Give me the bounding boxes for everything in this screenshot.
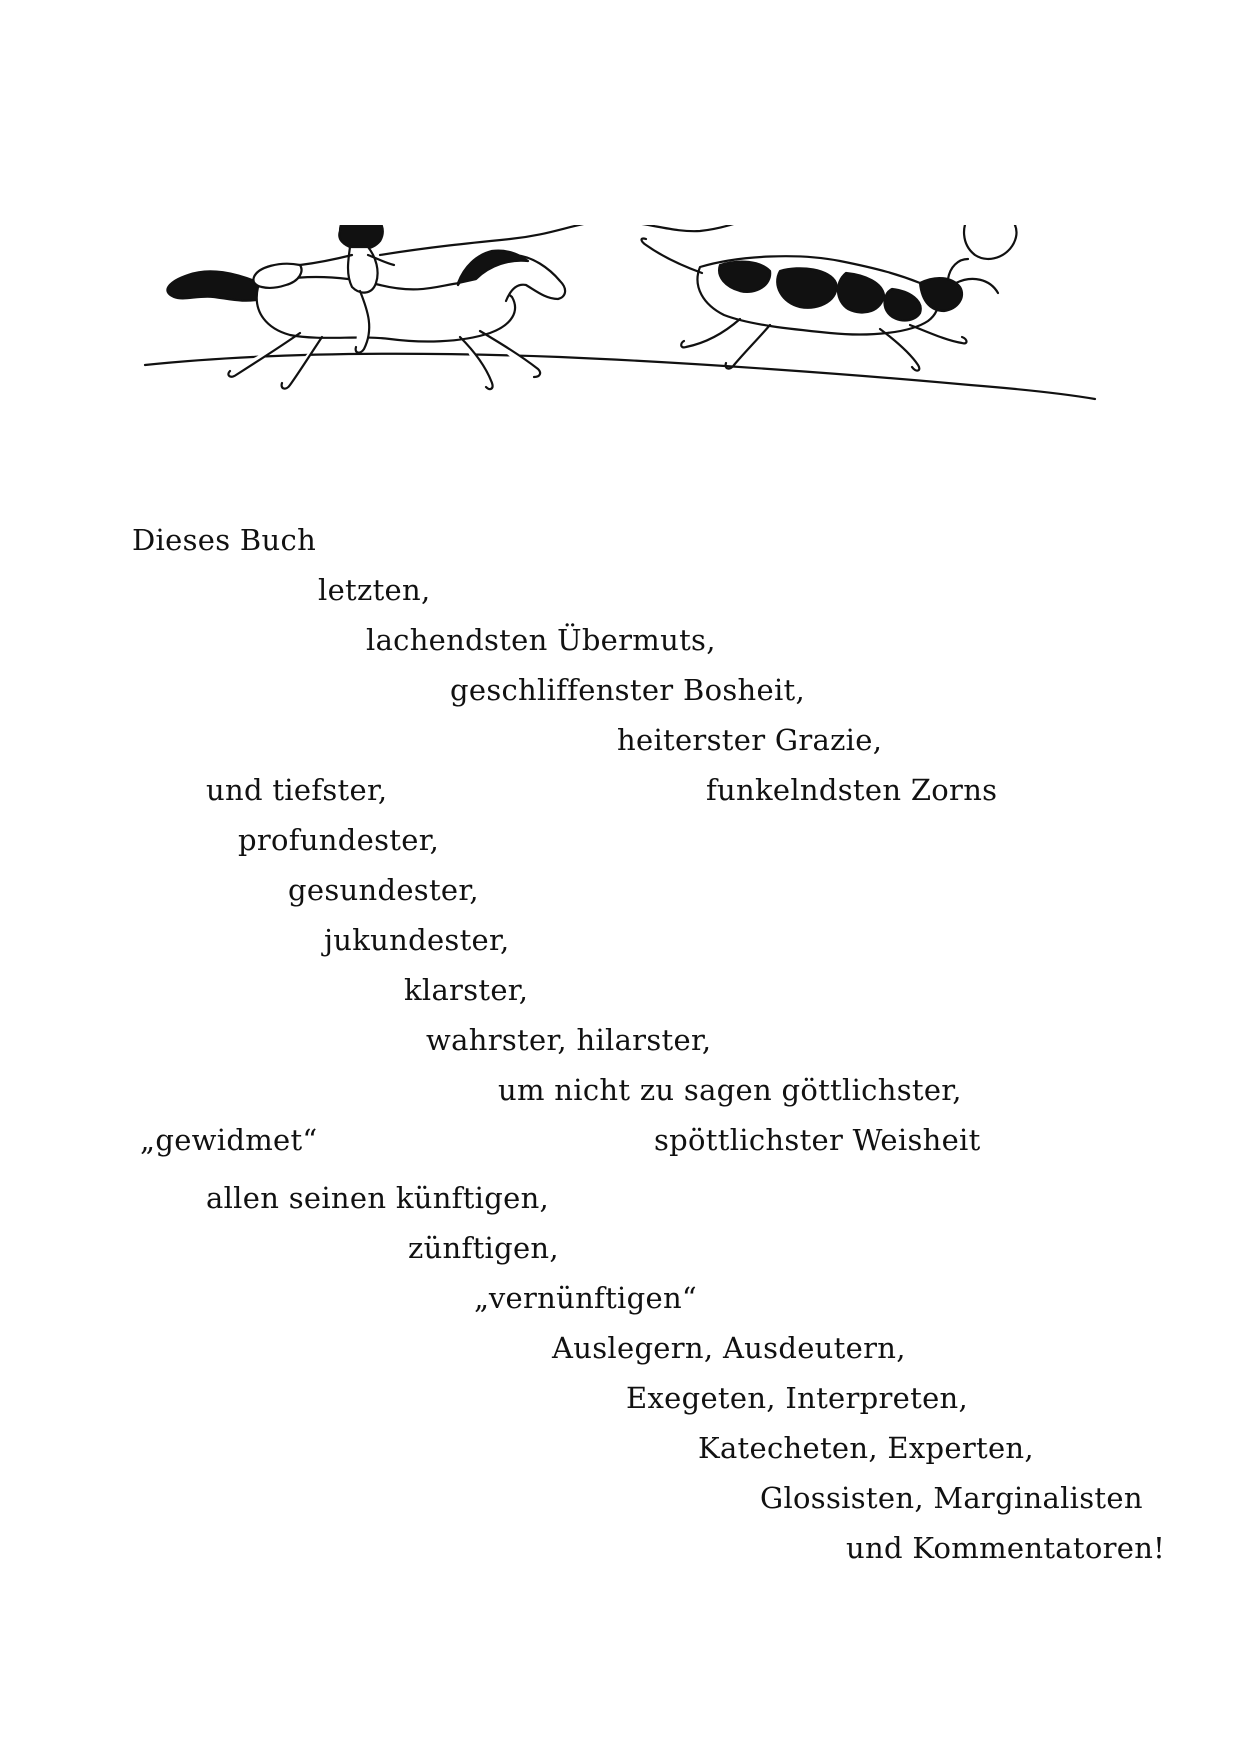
- dedication-line-8: gesundester,: [288, 873, 479, 907]
- bull-figure: [642, 238, 999, 370]
- dedication-line-3: lachendsten Übermuts,: [366, 623, 716, 657]
- header-illustration: [140, 225, 1100, 465]
- dedication-line-16: „vernünftigen“: [474, 1281, 698, 1315]
- dedication-line-21: und Kommentatoren!: [846, 1531, 1166, 1565]
- dedication-line-15: zünftigen,: [408, 1231, 559, 1265]
- lasso-rope: [380, 225, 970, 255]
- dedication-line-19: Katecheten, Experten,: [698, 1431, 1034, 1465]
- dedication-line-9: jukundester,: [324, 923, 510, 957]
- dedication-line-17: Auslegern, Ausdeutern,: [552, 1331, 906, 1365]
- lasso-loop: [964, 225, 1016, 259]
- dedication-line-4: geschliffenster Bosheit,: [450, 673, 806, 707]
- dedication-line-2: letzten,: [318, 573, 431, 607]
- dedication-line-5: heiterster Grazie,: [617, 723, 883, 757]
- dedication-line-12: um nicht zu sagen göttlichster,: [498, 1073, 962, 1107]
- dedication-line-18: Exegeten, Interpreten,: [626, 1381, 969, 1415]
- dedication-line-13a: „gewidmet“: [140, 1123, 318, 1157]
- dedication-line-6a: und tiefster,: [206, 773, 388, 807]
- dedication-line-1: Dieses Buch: [132, 523, 317, 557]
- dedication-line-7: profundester,: [238, 823, 440, 857]
- dedication-line-6b: funkelndsten Zorns: [706, 773, 998, 807]
- ground-line: [145, 354, 1095, 399]
- dedication-line-10: klarster,: [404, 973, 529, 1007]
- dedication-line-20: Glossisten, Marginalisten: [760, 1481, 1143, 1515]
- dedication-line-11: wahrster, hilarster,: [426, 1023, 712, 1057]
- dedication-line-14: allen seinen künftigen,: [206, 1181, 550, 1215]
- dedication-line-13b: spöttlichster Weisheit: [654, 1123, 981, 1157]
